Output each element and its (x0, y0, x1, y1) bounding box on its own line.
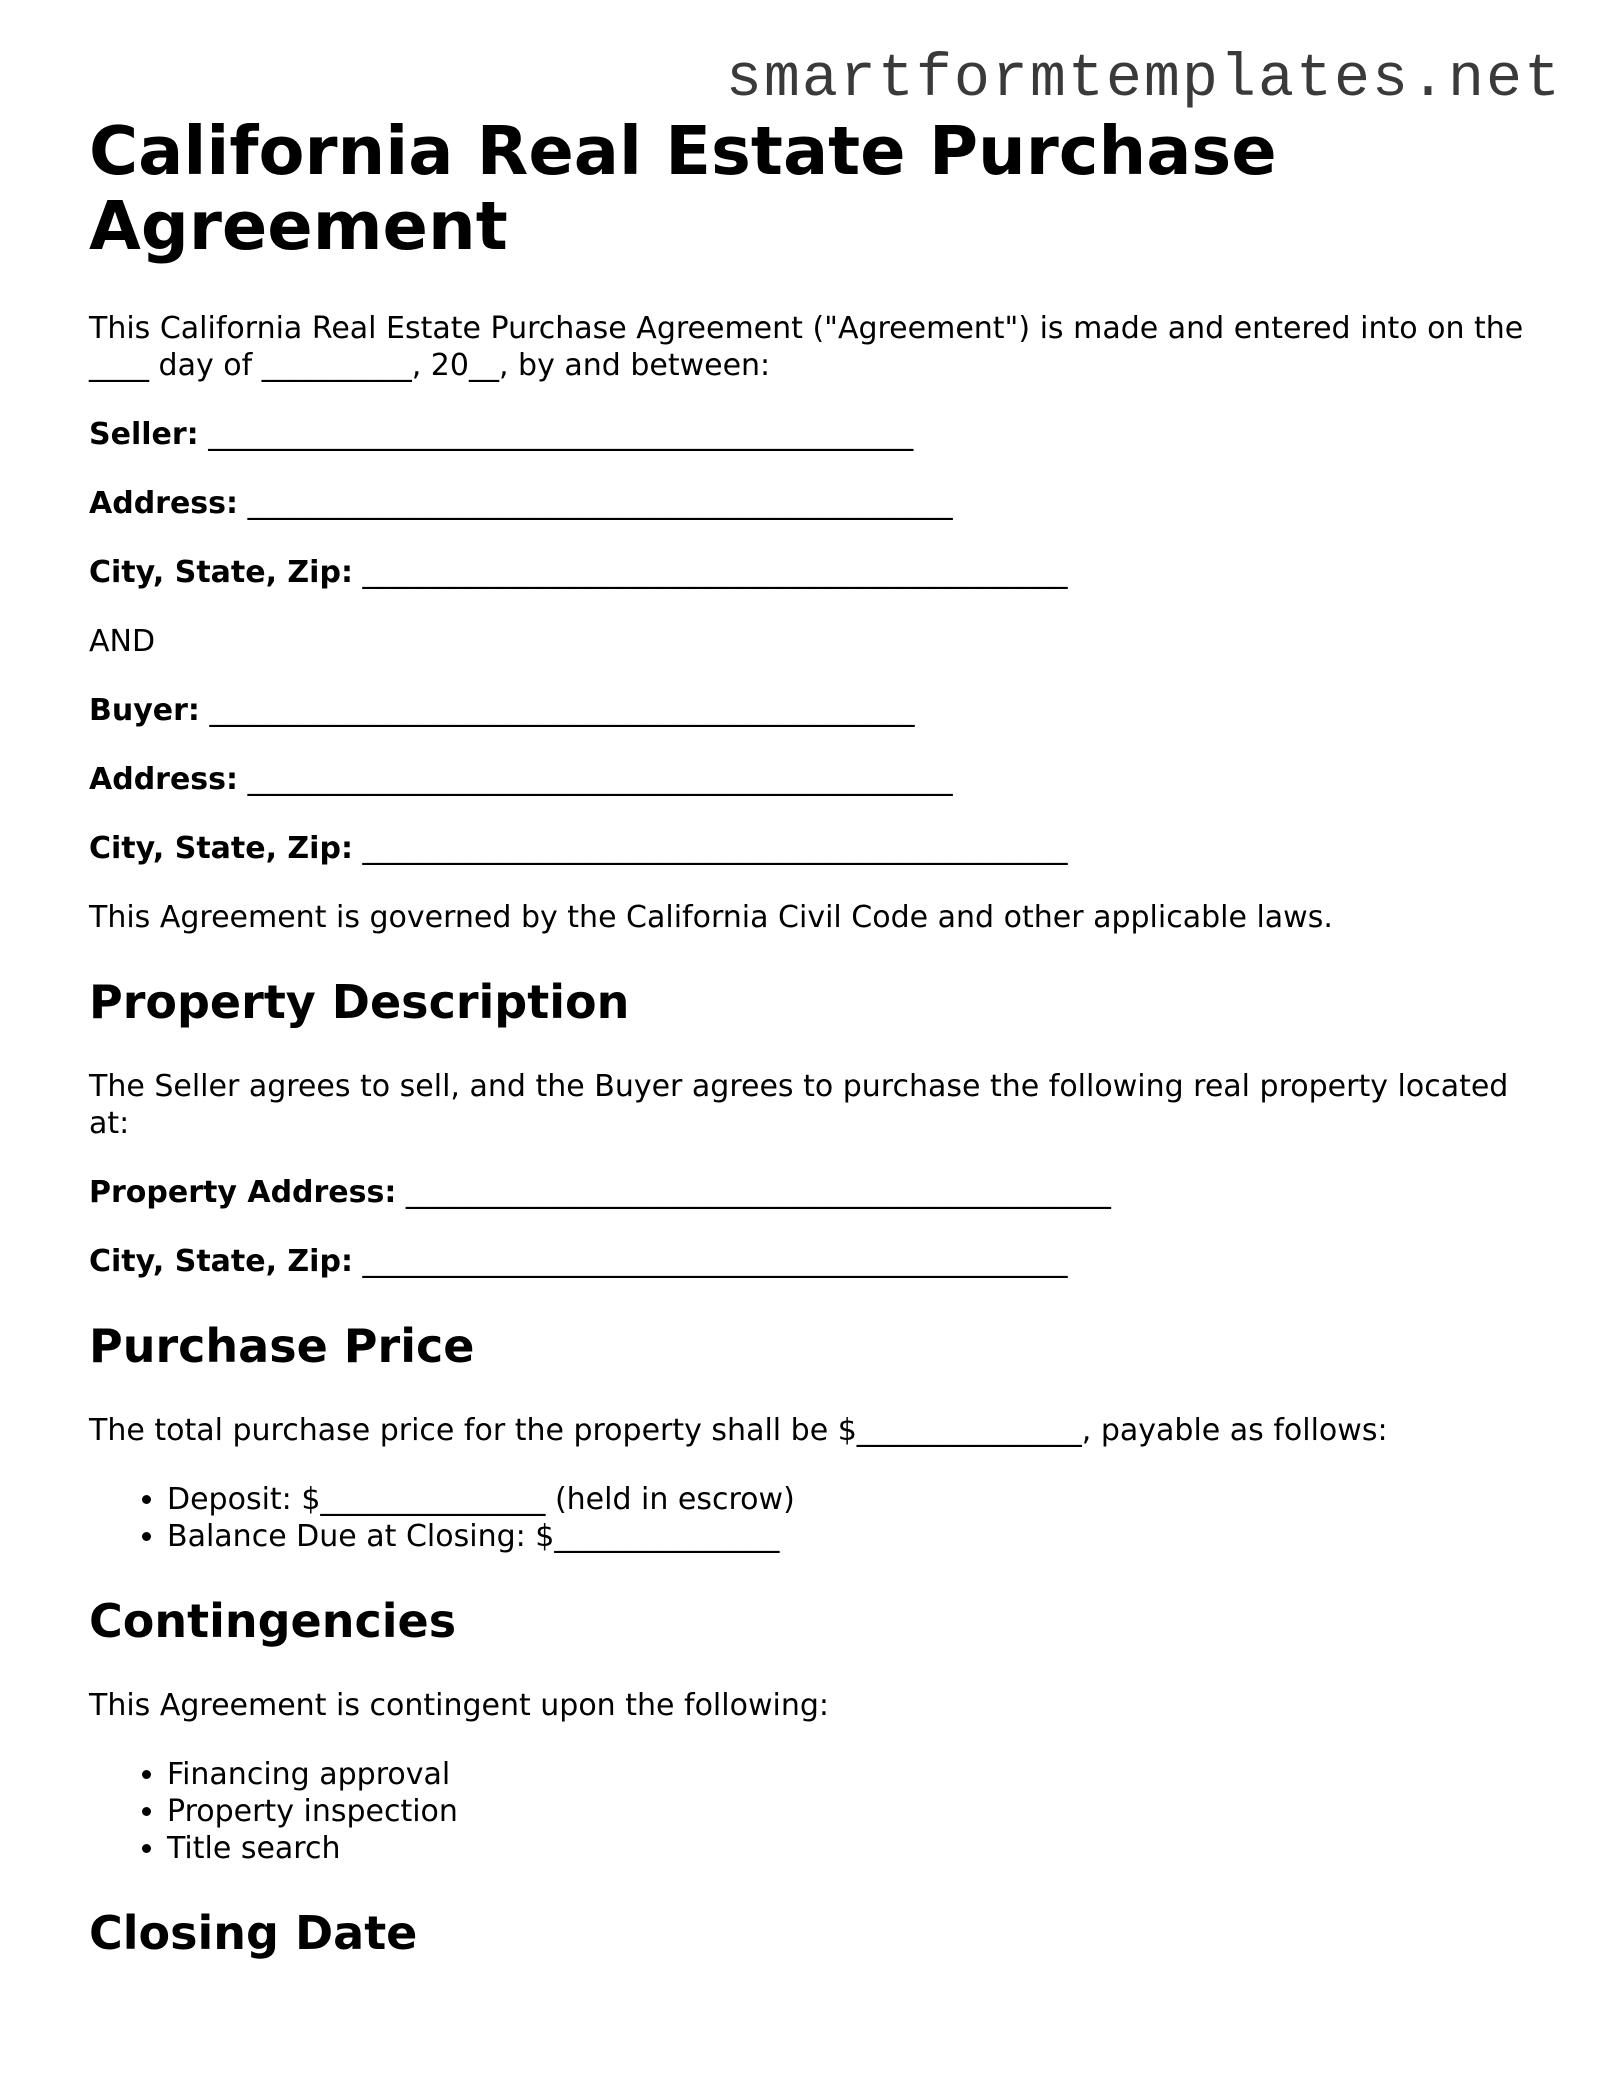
seller-address-label: Address: (89, 486, 239, 521)
closing-heading: Closing Date (89, 1906, 418, 1960)
buyer-name-field (89, 692, 1529, 729)
price-list (89, 1481, 1529, 1555)
buyer-name-label: Buyer: (89, 693, 200, 728)
and-separator: AND (89, 624, 156, 659)
contingencies-heading: Contingencies (89, 1594, 457, 1648)
price-paragraph: The total purchase price for the property shall be $_______________, payable as follows: (89, 1413, 1388, 1448)
list-item: • Title search (167, 1830, 1529, 1867)
buyer-address-label: Address: (89, 762, 239, 797)
buyer-name-blank[interactable]: _______________________________________________ (209, 693, 915, 728)
seller-name-label: Seller: (89, 417, 199, 452)
document-page (89, 114, 1529, 1999)
watermark: smartformtemplates.net (725, 46, 1562, 114)
price-heading: Purchase Price (89, 1319, 475, 1373)
document-title: California Real Estate Purchase Agreement (89, 112, 1277, 265)
intro-paragraph: This California Real Estate Purchase Agreement ("Agreement") is made and entered into on the ____ day of __________, 20__, by and between: (89, 311, 1524, 383)
list-item: • Deposit: $_______________ (held in escrow) (167, 1481, 1529, 1518)
contingencies-paragraph: This Agreement is contingent upon the following: (89, 1688, 829, 1723)
list-item: • Balance Due at Closing: $_______________ (167, 1518, 1529, 1555)
seller-name-blank[interactable]: _______________________________________________ (208, 417, 914, 452)
buyer-city-label: City, State, Zip: (89, 831, 353, 866)
property-city-label: City, State, Zip: (89, 1244, 353, 1279)
property-city-field (89, 1243, 1529, 1280)
property-paragraph: The Seller agrees to sell, and the Buyer agrees to purchase the following real property located at: (89, 1069, 1509, 1141)
buyer-address-blank[interactable]: _______________________________________________ (247, 762, 953, 797)
property-city-blank[interactable]: _______________________________________________ (362, 1244, 1068, 1279)
seller-city-label: City, State, Zip: (89, 555, 353, 590)
seller-name-field (89, 416, 1529, 453)
property-heading: Property Description (89, 975, 630, 1029)
list-item: • Financing approval (167, 1756, 1529, 1793)
buyer-city-blank[interactable]: _______________________________________________ (362, 831, 1068, 866)
seller-address-blank[interactable]: _______________________________________________ (247, 486, 953, 521)
property-address-field (89, 1174, 1529, 1211)
seller-city-blank[interactable]: _______________________________________________ (362, 555, 1068, 590)
property-address-label: Property Address: (89, 1175, 397, 1210)
contingencies-list (89, 1756, 1529, 1867)
buyer-address-field (89, 761, 1529, 798)
property-address-blank[interactable]: _______________________________________________ (405, 1175, 1111, 1210)
governed-paragraph: This Agreement is governed by the California Civil Code and other applicable laws. (89, 900, 1333, 935)
seller-address-field (89, 485, 1529, 522)
seller-city-field (89, 554, 1529, 591)
list-item: • Property inspection (167, 1793, 1529, 1830)
buyer-city-field (89, 830, 1529, 867)
